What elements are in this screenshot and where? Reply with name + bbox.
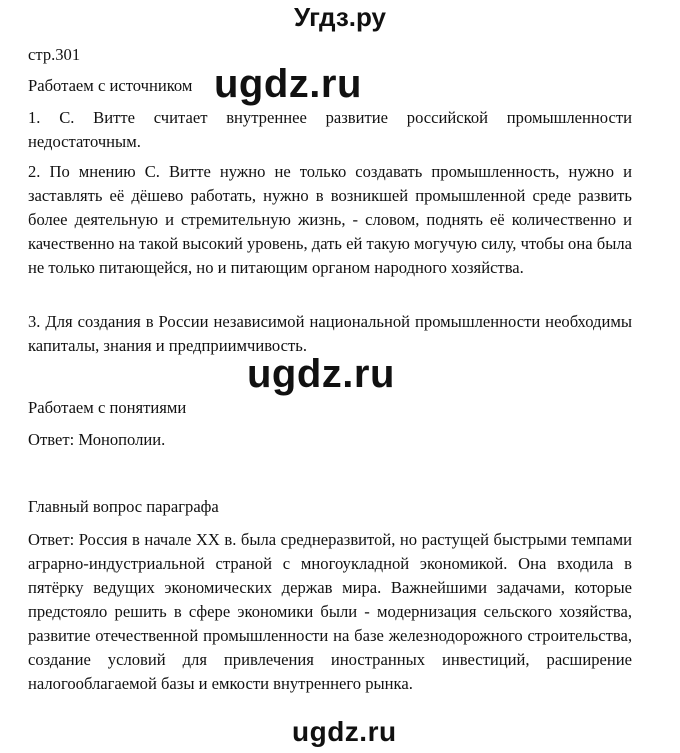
site-title[interactable]: Угдз.ру: [294, 2, 386, 32]
watermark: ugdz.ru: [247, 352, 395, 396]
section-heading-main-question: Главный вопрос параграфа: [28, 497, 219, 516]
section-heading-concepts: Работаем с понятиями: [28, 398, 187, 417]
source-answer-1: 1. С. Витте считает внутреннее развитие российской промышленности недостаточным.: [28, 108, 632, 151]
watermark: ugdz.ru: [214, 62, 362, 106]
page-reference: стр.301: [28, 45, 81, 64]
source-answer-3: 3. Для создания в России независимой национальной промышленности необходимы капиталы, знания и предприимчивость.: [28, 312, 632, 355]
source-answer-2: 2. По мнению С. Витте нужно не только создавать промышленность, нужно и заставлять её дёшево работать, нужно в возникшей промышленной среде развить более деятельную и стремительную жизнь, - словом, поднять её количественно и качественно на такой высокий уровень, дать ей такую могучую силу, чтобы она была не только питающейся, но и питающим органом народного хозяйства.: [28, 162, 632, 277]
watermark: ugdz.ru: [292, 716, 397, 747]
section-heading-source: Работаем с источником: [28, 76, 193, 95]
main-question-answer: Ответ: Россия в начале XX в. была среднеразвитой, но растущей быстрыми темпами аграрно-индустриальной страной с многоукладной экономикой. Она входила в пятёрку ведущих экономических держав мира. Важнейшими задачами, которые предстояло решить в сфере экономики были - модернизация сельского хозяйства, развитие отечественной промышленности на базе железнодорожного строительства, создание условий для привлечения иностранных инвестиций, расширение налогооблагаемой базы и емкости внутреннего рынка.: [28, 530, 632, 693]
concepts-answer: Ответ: Монополии.: [28, 430, 166, 449]
